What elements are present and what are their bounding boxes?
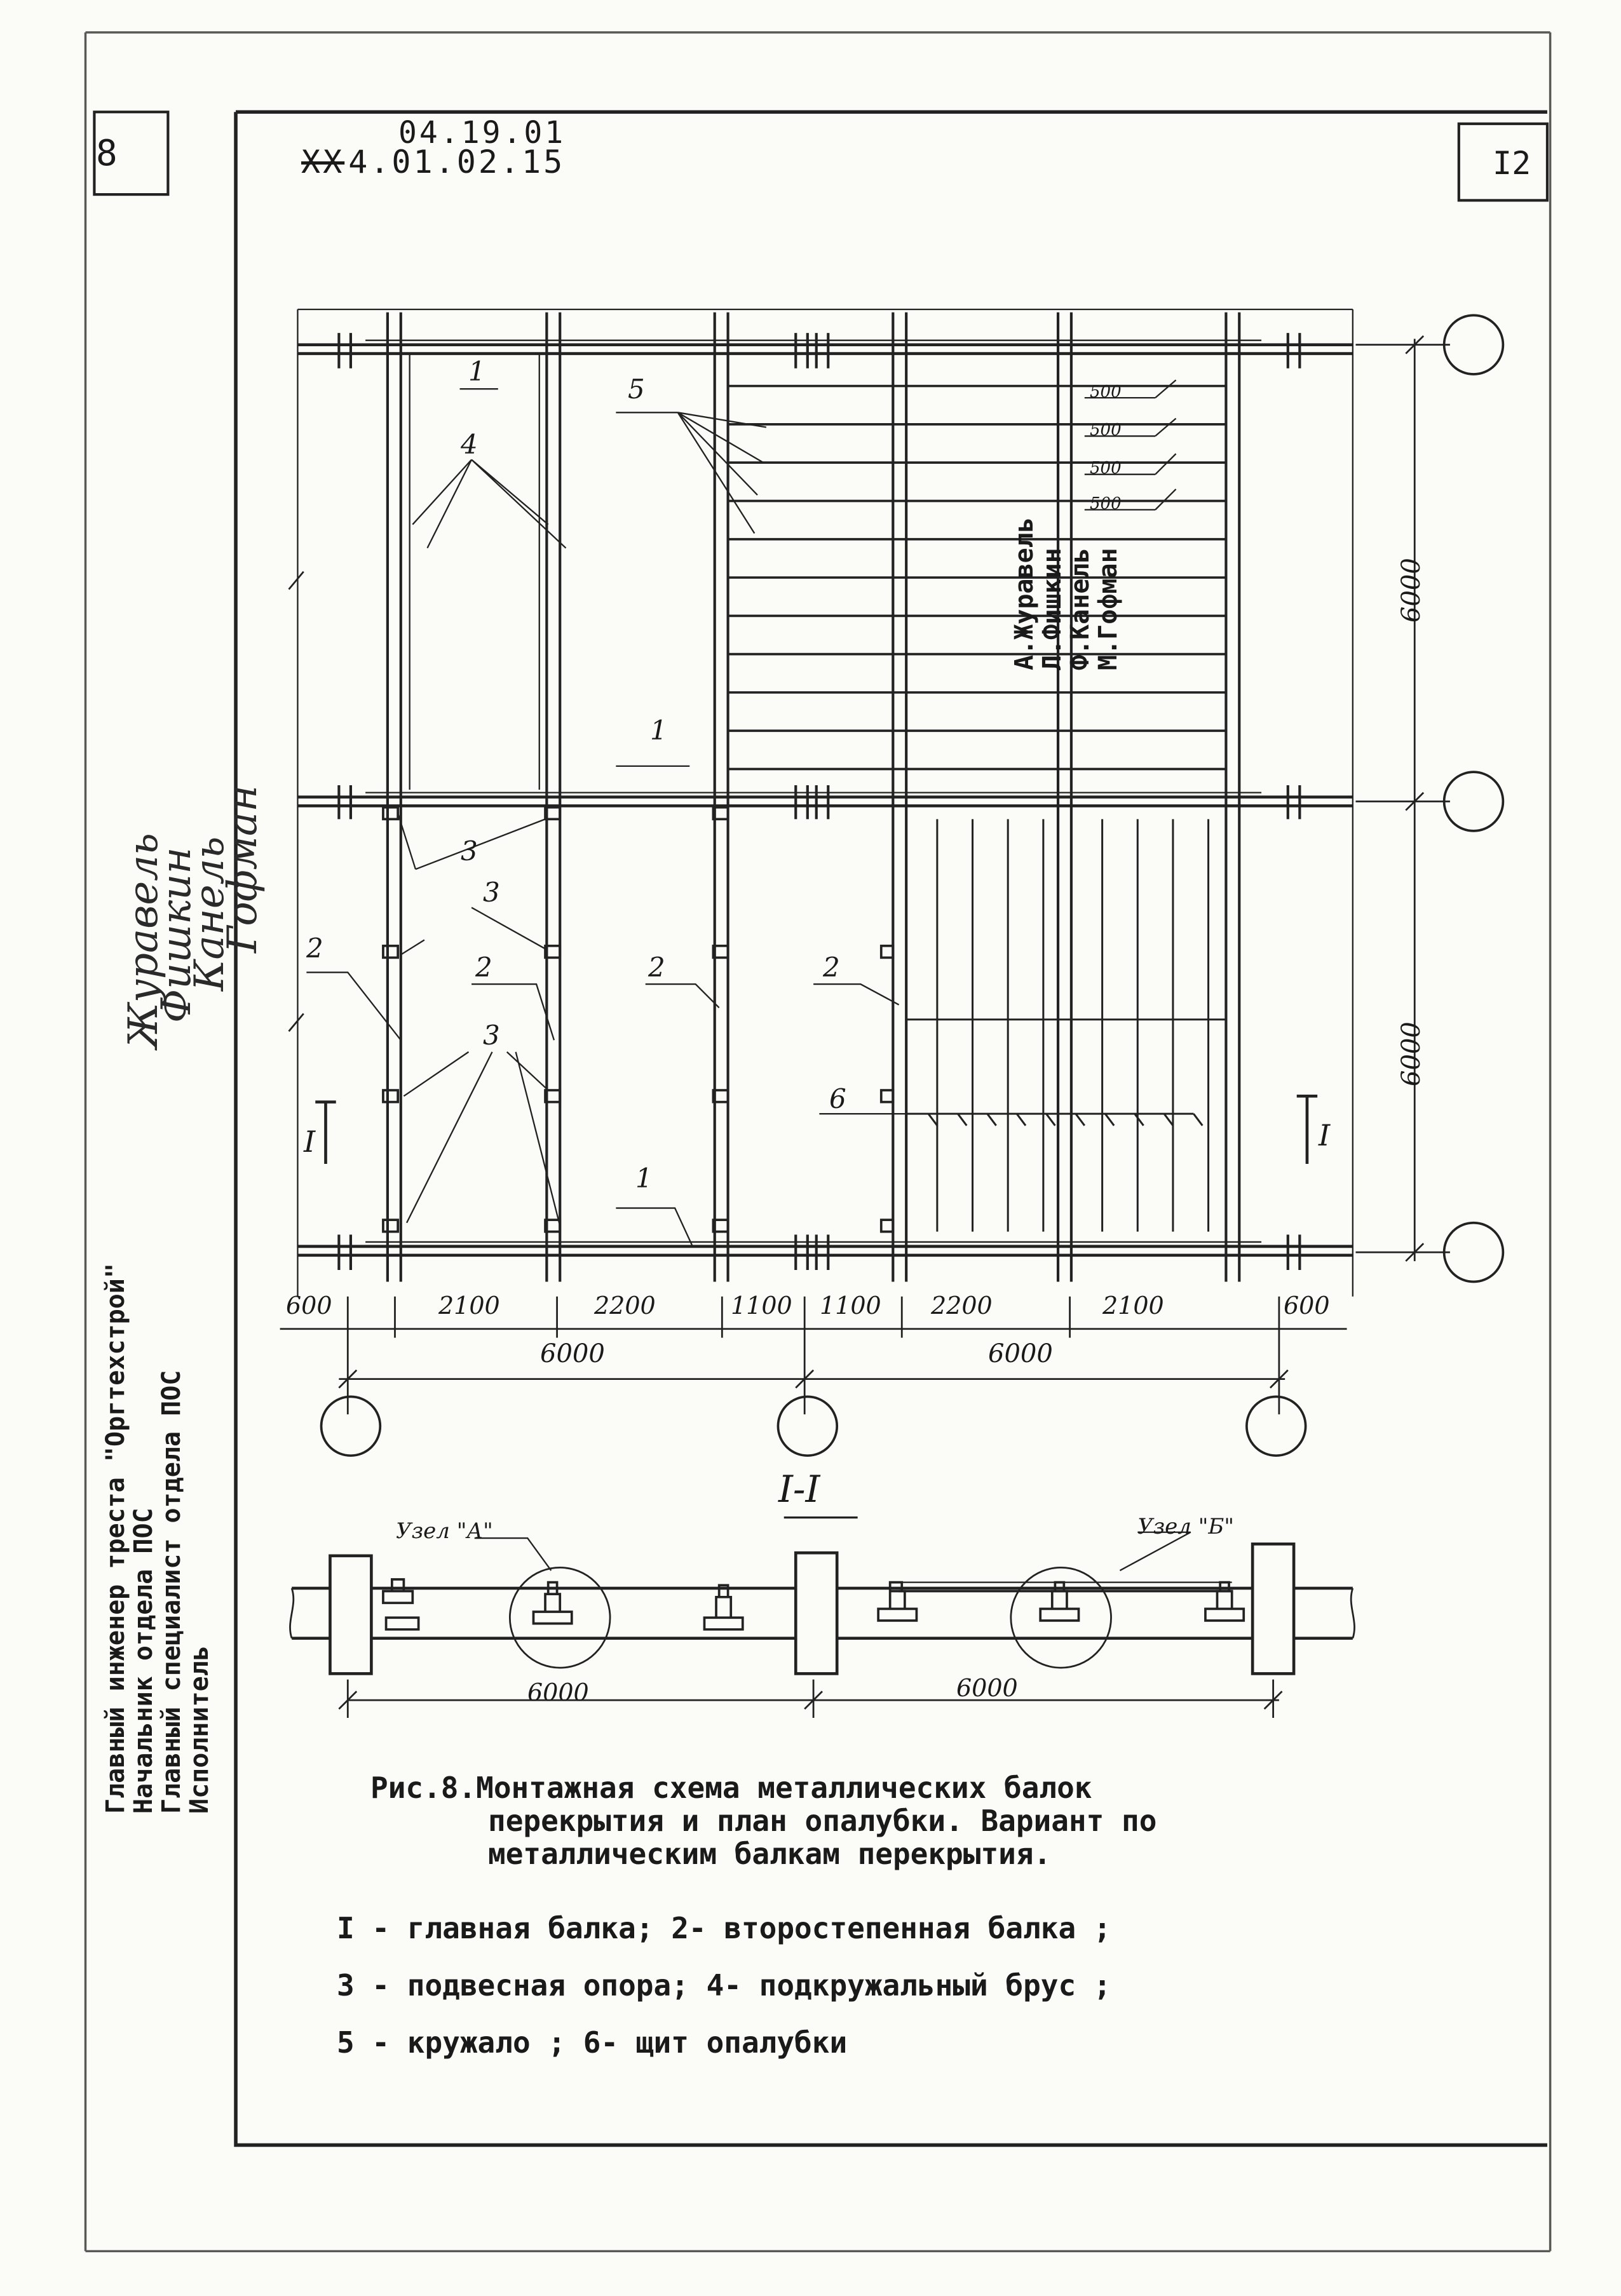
ribs [728, 386, 1226, 769]
total-dim-label: 6000 [540, 1339, 605, 1368]
rib-spacing: 500 [1090, 494, 1122, 513]
caption-line-2: перекрытия и план опалубки. Вариант по [488, 1804, 1157, 1838]
callout-panel: 6 [829, 1083, 846, 1114]
legend-line-2: 3 - подвесная опора; 4- подкружальный брус ; [337, 1968, 1111, 2002]
formwork-boards [906, 819, 1226, 1231]
caption-line-3: металлическим балкам перекрытия. [488, 1837, 1052, 1871]
callout-secondary-beam: 2 [306, 933, 323, 964]
stamp-line-1: 04.19.01 [398, 115, 566, 151]
role-chief-engineer: Главный инженер треста "Оргтехстрой" [101, 1263, 130, 1814]
names-block [1010, 517, 1122, 670]
role-head-of-dept: Начальник отдела ПОС [129, 1508, 158, 1814]
dim-label: 1100 [820, 1292, 881, 1320]
node-a-circle [510, 1567, 610, 1668]
callout-main-beam: 1 [468, 356, 485, 387]
signatures [120, 785, 266, 1048]
name-1: А.Журавель [1010, 517, 1039, 670]
page-number: I2 [1493, 145, 1531, 182]
section-marker-label: I [1319, 1118, 1331, 1152]
legend [337, 1900, 1111, 2071]
span-label: 6000 [1397, 1022, 1426, 1086]
rib-spacing: 500 [1090, 382, 1122, 402]
rib-spacing: 500 [1090, 459, 1122, 478]
stamp-line-2: XX 4.01.02.15 [301, 144, 566, 180]
dim-label: 2100 [438, 1292, 500, 1320]
section-column [330, 1556, 371, 1674]
figure-caption [370, 1771, 1156, 1870]
callout-hanger: 3 [461, 835, 478, 867]
signature-3: Канель [186, 836, 233, 991]
section-dim-label: 6000 [956, 1674, 1018, 1702]
sheet-number: 8 [96, 133, 118, 174]
callout-secondary-beam: 2 [648, 952, 665, 983]
callout-rib: 5 [628, 374, 645, 405]
section-column [1252, 1544, 1294, 1673]
callout-hanger: 3 [483, 877, 500, 908]
span-label: 6000 [1397, 558, 1426, 623]
callout-brace: 4 [461, 429, 478, 460]
callout-hanger: 3 [483, 1020, 500, 1051]
total-dim-label: 6000 [988, 1339, 1053, 1368]
section-dimensions [339, 1680, 1282, 1718]
callout-main-beam: 1 [635, 1163, 653, 1194]
name-2: Л.Фишкин [1038, 548, 1067, 670]
node-b-label: Узел "Б" [1137, 1514, 1234, 1539]
legend-line-3: 5 - кружало ; 6- щит опалубки [337, 2025, 848, 2060]
axis-bubble [322, 1396, 381, 1455]
name-3: Ф.Канель [1066, 548, 1095, 670]
dim-label: 600 [1284, 1292, 1330, 1320]
axis-bubble [1444, 315, 1503, 374]
dim-label: 600 [286, 1292, 332, 1320]
dim-label: 1100 [731, 1292, 792, 1320]
node-a-label: Узел "А" [396, 1518, 493, 1544]
title-block [102, 1263, 214, 1814]
section-dim-label: 6000 [527, 1678, 589, 1706]
callout-secondary-beam: 2 [823, 952, 840, 983]
role-chief-specialist: Главный специалист отдела ПОС [157, 1370, 186, 1814]
callout-secondary-beam: 2 [475, 952, 492, 983]
axis-bubble [1444, 1223, 1503, 1282]
beam-plan [280, 309, 1503, 1455]
axis-bubble [778, 1396, 837, 1455]
caption-line-1: Рис.8.Монтажная схема металлических балок [370, 1771, 1092, 1805]
name-4: М.Гофман [1094, 548, 1123, 670]
dim-label: 2200 [931, 1292, 993, 1320]
signature-2: Фишкин [153, 847, 200, 1023]
signature-4: Гофман [219, 785, 266, 953]
signature-1: Журавель [120, 833, 167, 1048]
axis-bubble [1444, 772, 1503, 831]
section-view [290, 1518, 1354, 1718]
role-executor: Исполнитель [185, 1645, 214, 1814]
legend-line-1: I - главная балка; 2- второстепенная балка ; [337, 1911, 1111, 1945]
dim-label: 2200 [594, 1292, 656, 1320]
section-marker-left [315, 1102, 336, 1164]
rib-spacing: 500 [1090, 421, 1122, 440]
callout-main-beam: 1 [650, 715, 667, 746]
section-title: I-I [778, 1468, 820, 1511]
section-marker-label: I [304, 1124, 316, 1159]
dim-label: 2100 [1102, 1292, 1164, 1320]
section-marker-right [1297, 1096, 1317, 1164]
axis-bubble [1247, 1396, 1306, 1455]
leader-lines [306, 380, 1176, 1246]
section-column [796, 1553, 837, 1673]
